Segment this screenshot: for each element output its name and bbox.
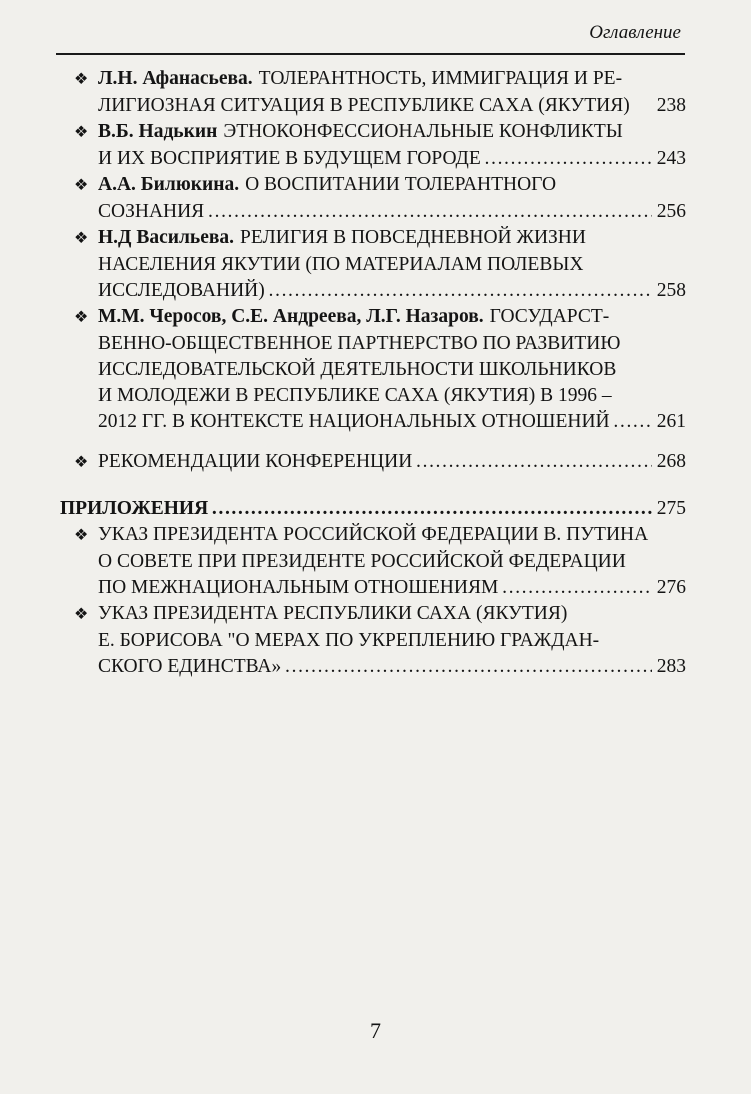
diamond-bullet-icon: ❖ [74, 124, 89, 141]
entry-page-number: 258 [656, 280, 686, 301]
leader-dots [415, 449, 651, 475]
entry-title-line: О СОВЕТЕ ПРИ ПРЕЗИДЕНТЕ РОССИЙСКОЙ ФЕДЕРАЦИИ [98, 551, 626, 572]
entry-title-line: НАСЕЛЕНИЯ ЯКУТИИ (ПО МАТЕРИАЛАМ ПОЛЕВЫХ [98, 254, 584, 275]
leader-dots [501, 575, 651, 601]
entry-title-line: СКОГО ЕДИНСТВА» [98, 656, 282, 677]
entry-title-line: УКАЗ ПРЕЗИДЕНТА РЕСПУБЛИКИ САХА (ЯКУТИЯ) [98, 603, 568, 624]
leader-dots [613, 409, 652, 435]
entry-title-line: РЕЛИГИЯ В ПОВСЕДНЕВНОЙ ЖИЗНИ [240, 227, 586, 248]
entry-page-number: 256 [656, 201, 686, 222]
entry-title-line: ТОЛЕРАНТНОСТЬ, ИММИГРАЦИЯ И РЕ- [258, 68, 623, 89]
entry-title-line: ГОСУДАРСТ- [489, 306, 610, 327]
entry-title-line: ИССЛЕДОВАТЕЛЬСКОЙ ДЕЯТЕЛЬНОСТИ ШКОЛЬНИКОВ [98, 359, 617, 380]
toc-entry[interactable] [74, 172, 686, 225]
entry-title-line: ИССЛЕДОВАНИЙ) [98, 280, 265, 301]
entry-title-line: И ИХ ВОСПРИЯТИЕ В БУДУЩЕМ ГОРОДЕ [98, 148, 481, 169]
leader-dots [207, 199, 652, 225]
leader-dots [268, 278, 652, 304]
entry-author: Н.Д Васильева. [98, 227, 235, 248]
table-of-contents [60, 66, 686, 680]
entry-page-number: 268 [656, 451, 686, 472]
entry-author: А.А. Билюкина. [98, 174, 240, 195]
entry-title-line: ЭТНОКОНФЕССИОНАЛЬНЫЕ КОНФЛИКТЫ [223, 121, 623, 142]
toc-entry[interactable] [74, 225, 686, 304]
diamond-bullet-icon: ❖ [74, 527, 89, 544]
appendix-page-number: 275 [656, 498, 686, 519]
entry-title-line: 2012 ГГ. В КОНТЕКСТЕ НАЦИОНАЛЬНЫХ ОТНОШЕНИЙ [98, 411, 610, 432]
entry-author: В.Б. Надькин [98, 121, 218, 142]
leader-dots [211, 496, 652, 522]
entry-title-line: Е. БОРИСОВА "О МЕРАХ ПО УКРЕПЛЕНИЮ ГРАЖДАН- [98, 630, 600, 651]
diamond-bullet-icon: ❖ [74, 454, 89, 471]
entry-author: М.М. Черосов, С.Е. Андреева, Л.Г. Назаров. [98, 306, 484, 327]
entry-title-line: ВЕННО-ОБЩЕСТВЕННОЕ ПАРТНЕРСТВО ПО РАЗВИТИЮ [98, 333, 621, 354]
toc-entry[interactable] [74, 66, 686, 119]
entry-page-number: 238 [656, 95, 686, 116]
header-divider [56, 53, 685, 55]
toc-entry[interactable] [74, 449, 686, 476]
appendix-section[interactable] [60, 496, 686, 522]
entry-page-number: 276 [656, 577, 686, 598]
diamond-bullet-icon: ❖ [74, 606, 89, 623]
entry-author: Л.Н. Афанасьева. [98, 68, 253, 89]
running-header: Оглавление [589, 22, 681, 43]
toc-entry[interactable] [74, 601, 686, 680]
diamond-bullet-icon: ❖ [74, 309, 89, 326]
appendix-title: ПРИЛОЖЕНИЯ [60, 498, 209, 519]
leader-dots [484, 146, 652, 172]
diamond-bullet-icon: ❖ [74, 177, 89, 194]
entry-title-line: ЛИГИОЗНАЯ СИТУАЦИЯ В РЕСПУБЛИКЕ САХА (ЯКУТИЯ) [98, 95, 630, 116]
entry-title-line: СОЗНАНИЯ [98, 201, 205, 222]
page-number: 7 [370, 1018, 381, 1043]
leader-dots [284, 654, 651, 680]
entry-title-line: О ВОСПИТАНИИ ТОЛЕРАНТНОГО [245, 174, 557, 195]
diamond-bullet-icon: ❖ [74, 71, 89, 88]
diamond-bullet-icon: ❖ [74, 230, 89, 247]
toc-entry[interactable] [74, 522, 686, 601]
entry-title-line: И МОЛОДЕЖИ В РЕСПУБЛИКЕ САХА (ЯКУТИЯ) В 1996 – [98, 385, 612, 406]
toc-entry[interactable] [74, 119, 686, 172]
toc-entry[interactable] [74, 304, 686, 435]
entry-title-line: ПО МЕЖНАЦИОНАЛЬНЫМ ОТНОШЕНИЯМ [98, 577, 499, 598]
entry-page-number: 261 [656, 411, 686, 432]
entry-page-number: 283 [656, 656, 686, 677]
entry-title-line: УКАЗ ПРЕЗИДЕНТА РОССИЙСКОЙ ФЕДЕРАЦИИ В. ПУТИНА [98, 524, 649, 545]
entry-title-line: РЕКОМЕНДАЦИИ КОНФЕРЕНЦИИ [98, 451, 413, 472]
entry-page-number: 243 [656, 148, 686, 169]
